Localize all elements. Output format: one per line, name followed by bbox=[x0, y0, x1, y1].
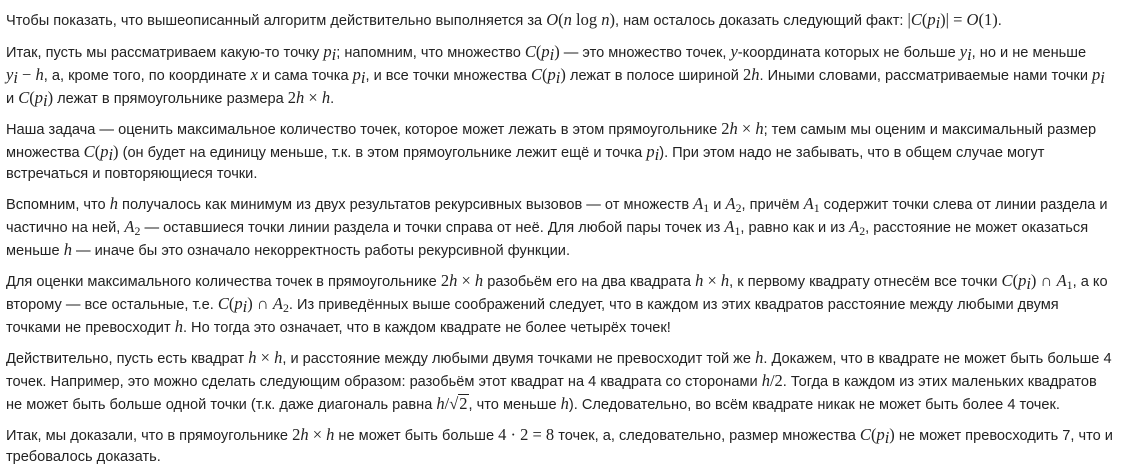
paragraph-1 bbox=[6, 9, 1113, 32]
text-run: . Но тогда это означает, что в каждом квадрате не более четырёх точек! bbox=[182, 320, 671, 336]
math-formula: $A_1$ bbox=[803, 194, 820, 215]
math-formula: $p_i$ bbox=[352, 65, 366, 87]
text-run: лежат в прямоугольнике размера bbox=[53, 91, 288, 107]
math-formula: $C(p_i)$ bbox=[18, 88, 54, 110]
text-run: Для оценки максимального количества точек в прямоугольнике bbox=[6, 274, 441, 290]
text-run: ). При этом надо не забывать, что в общем случае могут встречаться и повторяющиеся точки. bbox=[6, 145, 1045, 182]
text-run: не может быть больше bbox=[334, 428, 499, 444]
math-formula: $C(p_i)$ ∩ $A_2$ bbox=[217, 294, 289, 316]
text-run: Итак, мы доказали, что в прямоугольнике bbox=[6, 428, 293, 444]
text-run: точек, а, следовательно, размер множества bbox=[554, 428, 860, 444]
paragraph-5 bbox=[6, 270, 1113, 339]
math-formula: 2h × h bbox=[292, 425, 335, 444]
text-run: , что меньше bbox=[468, 397, 561, 413]
text-run: . bbox=[997, 13, 1002, 29]
text-run: , и все точки множества bbox=[365, 68, 532, 84]
text-run: -координата которых не больше bbox=[737, 45, 960, 61]
math-formula: 2h bbox=[743, 65, 760, 84]
math-formula: $A_1$ bbox=[724, 217, 741, 238]
text-run: Чтобы показать, что вышеописанный алгоритм действительно выполняется за bbox=[6, 13, 547, 29]
text-run: и сама точка bbox=[257, 68, 353, 84]
math-formula: 2h × h bbox=[440, 271, 484, 290]
math-formula: h bbox=[174, 317, 183, 336]
text-run: . Иными словами, рассматриваемые нами точки bbox=[759, 68, 1093, 84]
text-run: , но и не меньше bbox=[971, 45, 1087, 61]
math-formula: 2h × h bbox=[287, 88, 331, 107]
text-run: не может превосходить 7, что и требовалось доказать. bbox=[6, 428, 1113, 465]
math-formula: $p_i$ bbox=[323, 42, 337, 64]
paragraph-7 bbox=[6, 424, 1113, 468]
text-run: — иначе бы это означало некорректность работы рекурсивной функции. bbox=[71, 243, 570, 259]
math-formula: O(n log n) bbox=[546, 10, 615, 29]
text-run: Итак, пусть мы рассматриваем какую-то точку bbox=[6, 45, 324, 61]
math-formula: $|C(p_i)| = O(1)$ bbox=[907, 10, 998, 32]
math-formula: $A_1$ bbox=[693, 194, 710, 215]
text-run: (он будет на единицу меньше, т.к. в этом прямоугольнике лежит ещё и точка bbox=[118, 145, 647, 161]
math-formula: $C(p_i)$ ∩ $A_1$ bbox=[1001, 271, 1073, 293]
math-formula: y bbox=[730, 42, 738, 61]
math-formula: $C(p_i)$ bbox=[524, 42, 560, 64]
math-formula: $A_2$ bbox=[124, 217, 141, 238]
paragraph-3 bbox=[6, 118, 1113, 185]
math-formula: h × h bbox=[248, 348, 283, 367]
text-run: — это множество точек, bbox=[559, 45, 731, 61]
text-run: ). Следовательно, во всём квадрате никак не может быть более 4 точек. bbox=[568, 397, 1060, 413]
math-formula: h bbox=[755, 348, 764, 367]
math-formula: $p_i$ bbox=[1092, 65, 1105, 87]
text-run: — оставшиеся точки линии раздела и точки справа от неё. Для любой пары точек из bbox=[140, 220, 725, 236]
math-formula: x bbox=[250, 65, 258, 84]
math-formula: h × h bbox=[695, 271, 730, 290]
text-run: Действительно, пусть есть квадрат bbox=[6, 351, 249, 367]
math-formula: 2h × h bbox=[721, 119, 764, 138]
paragraph-6 bbox=[6, 347, 1113, 416]
text-run: Вспомним, что bbox=[6, 197, 110, 213]
text-run: лежат в полосе шириной bbox=[565, 68, 743, 84]
paragraph-4 bbox=[6, 193, 1113, 262]
math-formula: h/√2 bbox=[436, 394, 468, 413]
math-formula: $y_i - h$ bbox=[6, 65, 44, 87]
math-formula: $C(p_i)$ bbox=[83, 142, 119, 164]
math-formula: h/2 bbox=[761, 371, 783, 390]
text-run: . Из приведённых выше соображений следует, что в каждом из этих квадратов расстояние между любыми двумя точками не превосходит bbox=[6, 297, 1059, 336]
text-run: получалось как минимум из двух результатов рекурсивных вызовов — от множеств bbox=[117, 197, 694, 213]
text-run: , а, кроме того, по координате bbox=[43, 68, 251, 84]
text-run: и bbox=[709, 197, 726, 213]
text-run: разобьём его на два квадрата bbox=[483, 274, 696, 290]
text-run: . Докажем, что в квадрате не может быть больше 4 точек. Например, это можно сделать следующим образом: разобьём этот квадрат на 4 квадрата со сторонами bbox=[6, 351, 1112, 390]
math-formula: $A_2$ bbox=[849, 217, 866, 238]
text-run: ; тем самым мы оценим и максимальный размер множества bbox=[6, 122, 1097, 161]
text-run: . Тогда в каждом из этих маленьких квадратов не может быть больше одной точки (т.к. даже диагональ равна bbox=[6, 374, 1097, 413]
text-run: , нам осталось доказать следующий факт: bbox=[615, 13, 908, 29]
math-formula: $C(p_i)$ bbox=[531, 65, 566, 87]
text-run: Наша задача — оценить максимальное количество точек, которое может лежать в этом прямоугольнике bbox=[6, 122, 722, 138]
math-formula: h bbox=[63, 240, 72, 259]
math-formula: $C(p_i)$ bbox=[859, 425, 895, 447]
text-run: , а ко второму — все остальные, т.е. bbox=[6, 274, 1108, 313]
text-run: , и расстояние между любыми двумя точками не превосходит той же bbox=[282, 351, 756, 367]
math-formula: $A_2$ bbox=[725, 194, 742, 215]
text-run: , расстояние не может оказаться меньше bbox=[6, 220, 1089, 259]
text-run: , к первому квадрату отнесём все точки bbox=[729, 274, 1002, 290]
math-formula: 4 · 2 = 8 bbox=[498, 425, 555, 444]
text-run: ; напомним, что множество bbox=[336, 45, 525, 61]
text-run: . bbox=[330, 91, 335, 107]
math-formula: $y_i$ bbox=[959, 42, 972, 64]
math-formula: h bbox=[109, 194, 118, 213]
paragraph-2 bbox=[6, 41, 1113, 110]
text-run: , равно как и из bbox=[740, 220, 850, 236]
text-run: и bbox=[6, 91, 19, 107]
math-formula: h bbox=[560, 394, 569, 413]
text-run: , причём bbox=[741, 197, 804, 213]
math-formula: $p_i$ bbox=[646, 142, 660, 164]
text-run: содержит точки слева от линии раздела и частично на ней, bbox=[6, 197, 1108, 236]
